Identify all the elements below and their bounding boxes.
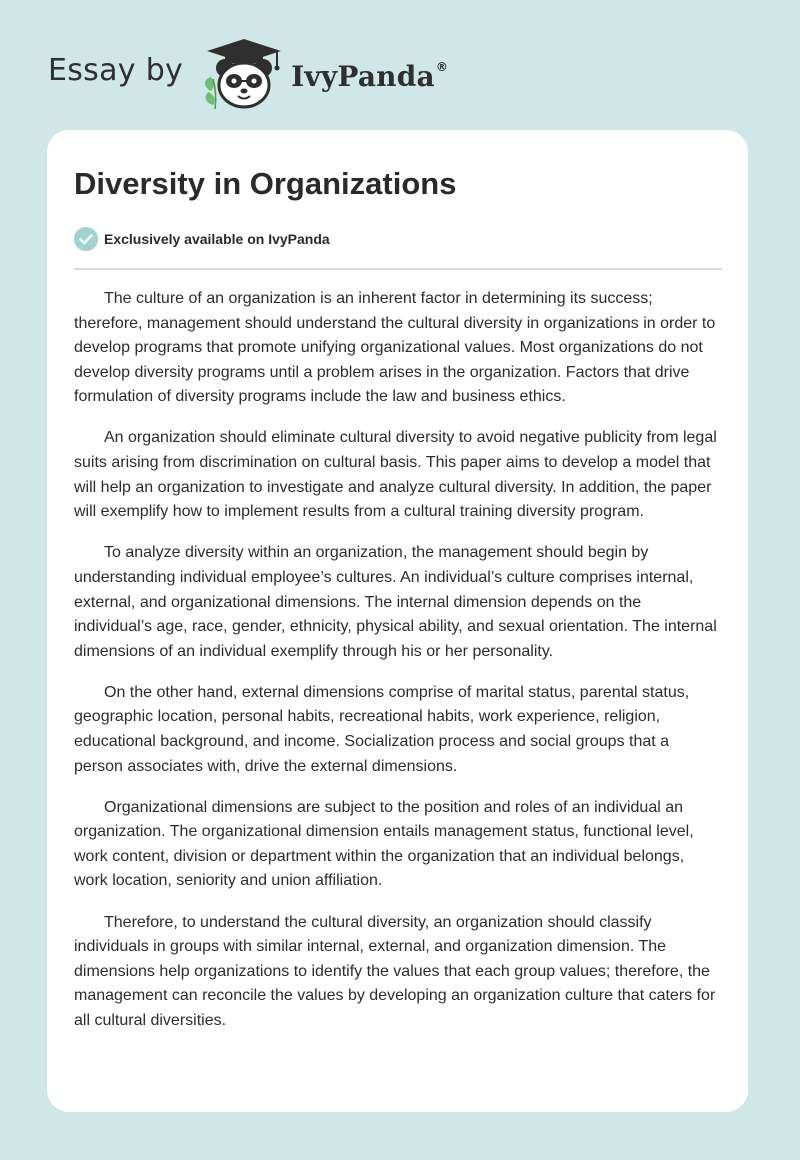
panda-graduate-icon bbox=[201, 35, 287, 113]
essay-paragraph: Therefore, to understand the cultural diversity, an organization should classify individuals in groups with similar internal, external, and organization dimension. The dimensions help organizations to identify the values that each group values; therefore, the management can reconcile the values by developing an organization culture that caters for all cultural diversities. bbox=[74, 913, 716, 1029]
site-header bbox=[48, 34, 448, 114]
check-circle-icon bbox=[74, 227, 98, 251]
exclusive-badge bbox=[74, 224, 722, 254]
exclusive-badge-label: Exclusively available on IvyPanda bbox=[104, 231, 330, 247]
essay-paragraph: To analyze diversity within an organization, the management should begin by understanding individual employee’s cultures. An individual’s culture comprises internal, external, and organizational dimensions. The internal dimension depends on the individual’s age, race, gender, ethnicity, physical ability, and sexual orientation. The internal dimensions of an individual exemplify through his or her personality. bbox=[74, 544, 717, 660]
brand-name: IvyPanda® bbox=[291, 59, 449, 93]
ivypanda-logo[interactable] bbox=[201, 35, 448, 113]
essay-paragraph: The culture of an organization is an inherent factor in determining its success; therefore, management should understand the cultural diversity in organizations in order to develop programs that promote unifying organizational values. Most organizations do not develop diversity programs until a problem arises in the organization. Factors that drive formulation of diversity programs include the law and business ethics. bbox=[74, 290, 716, 406]
essay-paragraph: Organizational dimensions are subject to the position and roles of an individual an organization. The organizational dimension entails management status, functional level, work content, division or department within the organization that an individual belongs, work location, seniority and union affiliation. bbox=[74, 798, 694, 890]
registered-mark: ® bbox=[435, 59, 449, 74]
essay-paragraph: An organization should eliminate cultural diversity to avoid negative publicity from legal suits arising from discrimination on cultural basis. This paper aims to develop a model that will help an organization to investigate and analyze cultural diversity. In addition, the paper will exemplify how to implement results from a cultural training diversity program. bbox=[74, 429, 717, 521]
essay-card bbox=[47, 130, 748, 1112]
divider bbox=[74, 268, 722, 270]
essay-body bbox=[74, 287, 722, 1034]
page-title: Diversity in Organizations bbox=[74, 166, 457, 201]
essay-paragraph: On the other hand, external dimensions comprise of marital status, parental status, geographic location, personal habits, recreational habits, work experience, religion, educational background, and income. Socialization process and social groups that a person associates with, drive the external dimensions. bbox=[74, 683, 690, 775]
essay-by-label: Essay by bbox=[48, 52, 184, 88]
